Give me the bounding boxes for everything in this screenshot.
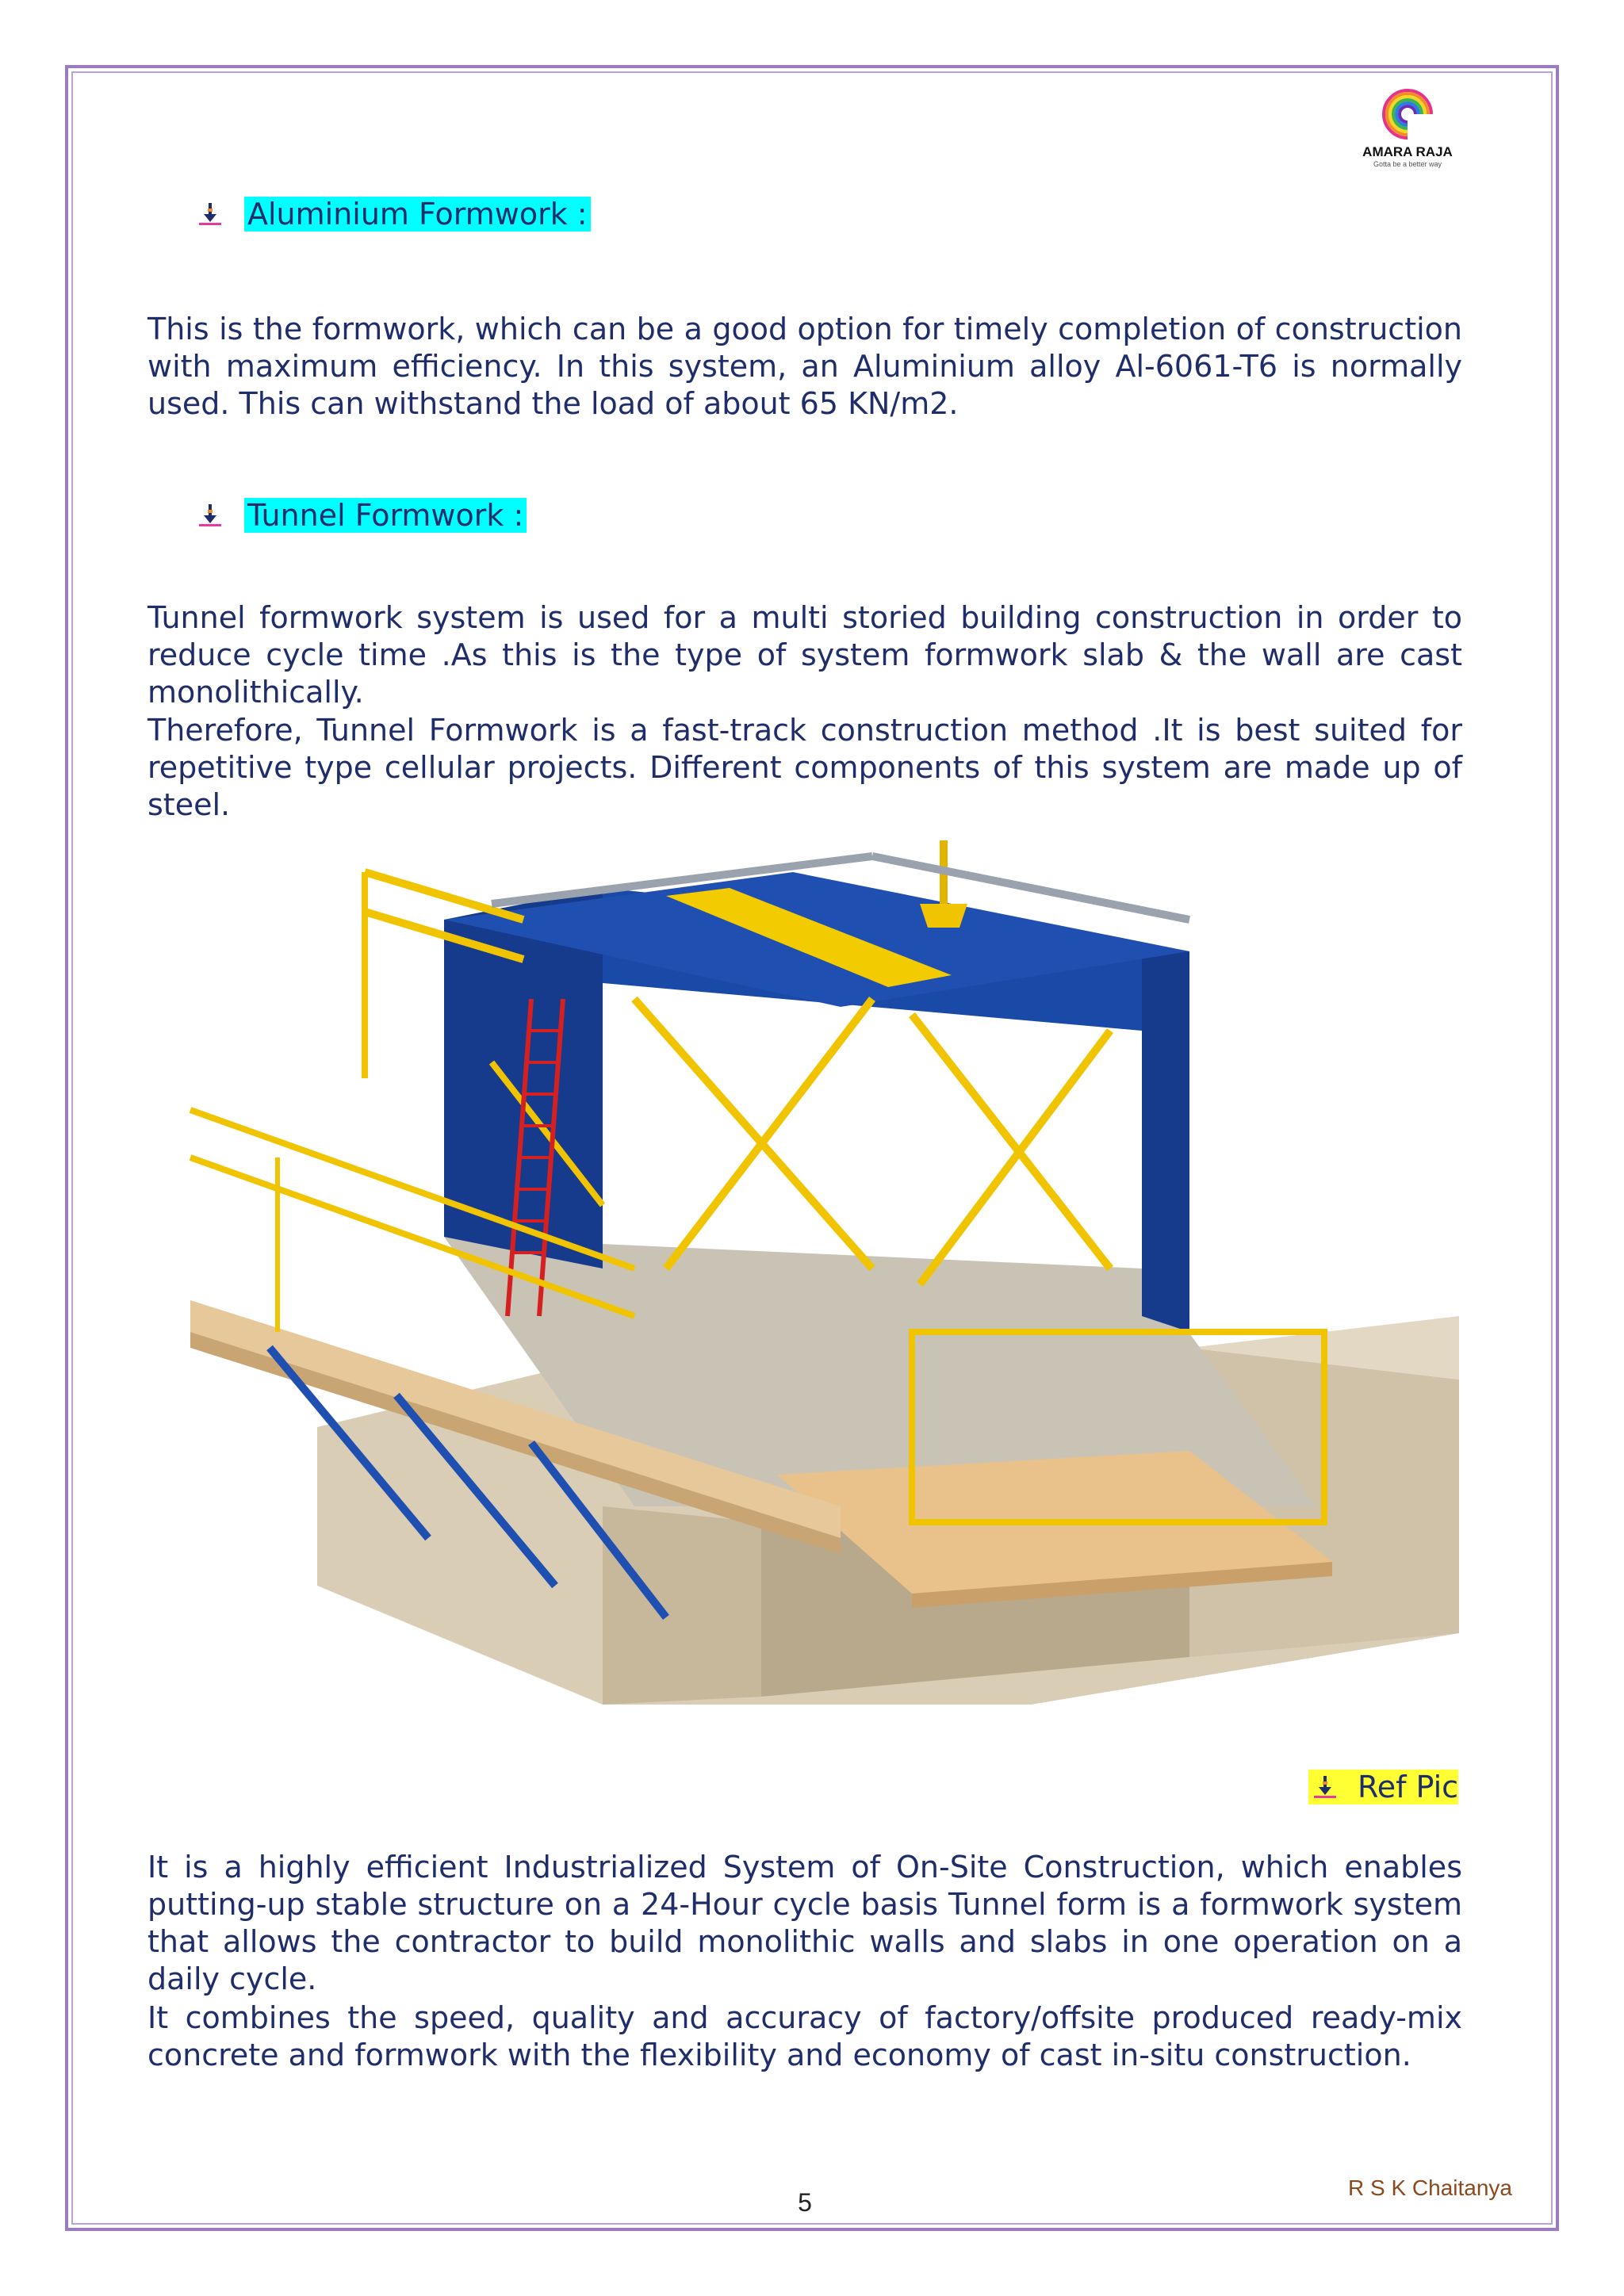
aluminium-heading (197, 197, 591, 232)
page-number: 5 (798, 2188, 812, 2217)
arrow-bullet-icon (1312, 1774, 1339, 1800)
author-name: R S K Chaitanya (1348, 2175, 1512, 2200)
arrow-bullet-icon (197, 502, 224, 529)
logo-name: AMARA RAJA (1362, 144, 1453, 159)
ref-pic-label (1308, 1770, 1458, 1804)
closing-paragraph-2: It combines the speed, quality and accuracy of factory/offsite produced ready-mix concrete and formwork with the flexibility and economy of cast in-situ construction. (147, 2000, 1462, 2072)
tunnel-paragraph-1: Tunnel formwork system is used for a multi storied building construction in order to reduce cycle time .As this is the type of system formwork slab & the wall are cast monolithically. (147, 600, 1462, 710)
tunnel-formwork-illustration (159, 825, 1459, 1736)
logo-tagline: Gotta be a better way (1373, 160, 1442, 168)
tunnel-paragraph-2: Therefore, Tunnel Formwork is a fast-track construction method .It is best suited for repetitive type cellular projects. Different components of this system are made up of steel. (147, 713, 1462, 822)
ref-pic-highlight (1308, 1770, 1458, 1804)
aluminium-heading-text: Aluminium Formwork : (244, 197, 591, 232)
arrow-bullet-icon (197, 201, 224, 228)
closing-paragraph-1: It is a highly efficient Industrialized System of On-Site Construction, which enables putting-up stable structure on a 24-Hour cycle basis Tunnel form is a formwork system that allows the contractor to build monolithic walls and slabs in one operation on a daily cycle. (147, 1850, 1462, 1996)
ref-pic-text: Ref Pic (1358, 1770, 1459, 1804)
aluminium-paragraph: This is the formwork, which can be a good option for timely completion of construction with maximum efficiency. In this system, an Aluminium alloy Al-6061-T6 is normally used. This can withstand the load of about 65 KN/m2. (147, 312, 1462, 421)
amara-raja-logo (1356, 87, 1459, 174)
tunnel-heading (197, 498, 527, 533)
tunnel-heading-text: Tunnel Formwork : (244, 498, 527, 533)
rainbow-swirl-icon (1376, 87, 1439, 143)
